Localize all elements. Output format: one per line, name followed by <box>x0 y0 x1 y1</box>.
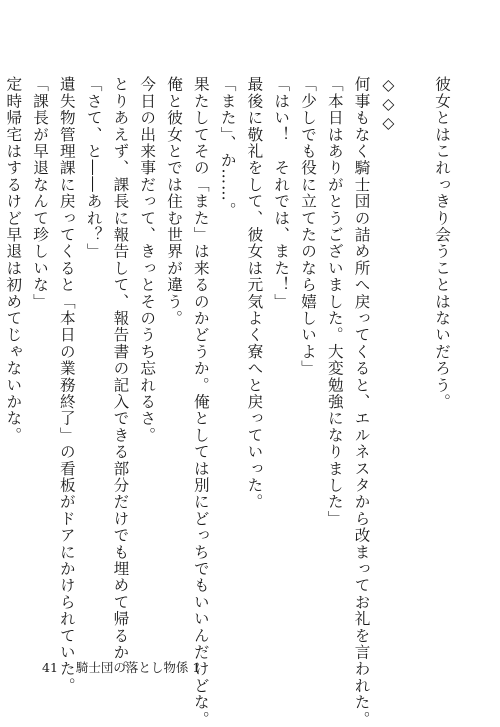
dialogue-line: 「はい！ それでは、また！」 <box>272 76 291 310</box>
text-line: 今日の出来事だって、きっとそのうち忘れるさ。 <box>138 76 157 444</box>
book-title: 騎士団の落とし物係 1 <box>75 660 201 675</box>
text-line: 定時帰宅はするけど早退は初めてじゃないかな。 <box>4 76 23 444</box>
text-line: 最後に敬礼をして、彼女は元気よく寮へと戻っていった。 <box>245 76 264 511</box>
dialogue-line: 「本日はありがとうございました。大変勉強になりました」 <box>325 76 344 527</box>
text-line: 遺失物管理課に戻ってくると「本日の業務終了」の看板がドアにかけられていた。 <box>57 76 76 694</box>
dialogue-line: 「課長が早退なんて珍しいな」 <box>31 76 50 310</box>
page-footer <box>42 660 200 676</box>
section-break-marker: ◇◇◇ <box>379 76 398 134</box>
dialogue-line: 「また」、か……。 <box>218 76 237 219</box>
dialogue-line: 「さて、と――あれ？」 <box>84 76 103 260</box>
page-number: 41 <box>42 660 58 675</box>
text-line: とりあえず、課長に報告して、報告書の記入できる部分だけでも埋めて帰るか。 <box>111 76 130 678</box>
text-line: 俺と彼女とでは住む世界が違う。 <box>165 76 184 327</box>
text-line: 果たしてその「また」は来るのかどうか。俺としては別にどっちでもいいんだけどな。 <box>191 76 210 727</box>
text-line: 彼女とはこれっきり会うことはないだろう。 <box>433 76 451 410</box>
dialogue-line: 「少しでも役に立てたのなら嬉しいよ」 <box>299 76 318 377</box>
blank-line <box>401 76 428 636</box>
text-line: 何事もなく騎士団の詰め所へ戻ってくると、エルネスタから改まってお礼を言われた。 <box>352 76 371 727</box>
